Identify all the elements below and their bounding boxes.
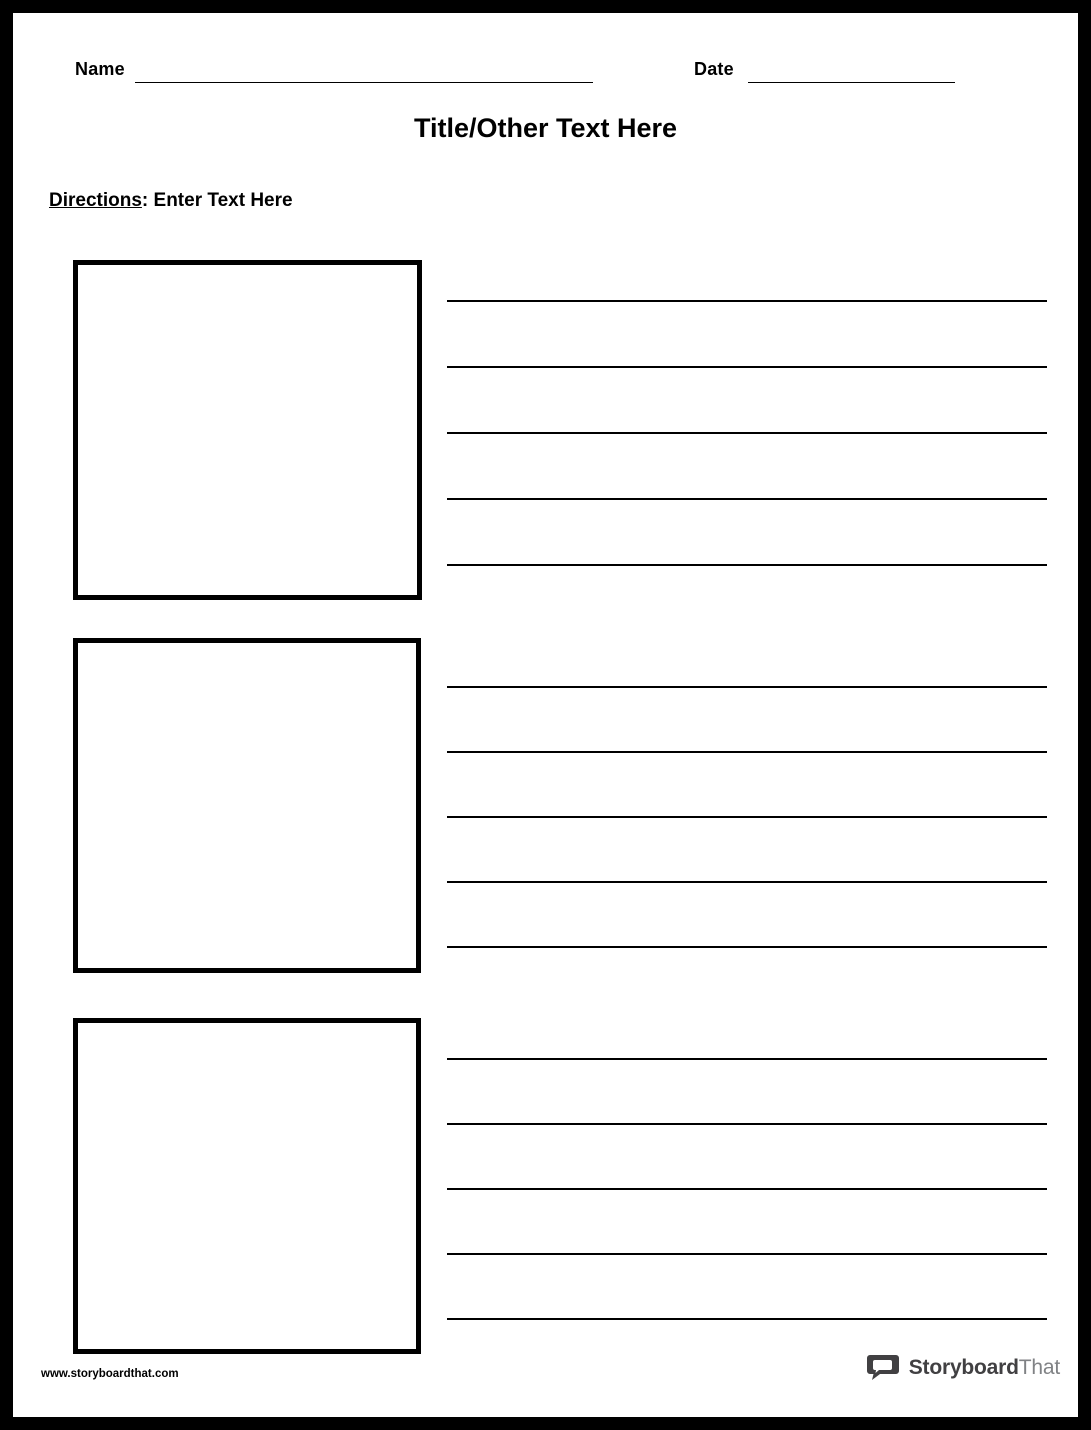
writing-line[interactable] [447,1058,1047,1060]
brand-text [909,1356,1060,1380]
writing-line[interactable] [447,751,1047,753]
worksheet-row [13,1006,1078,1367]
writing-line[interactable] [447,564,1047,566]
directions-separator: : [141,190,154,211]
directions-label: Directions [49,190,142,211]
brand-text-first: Storyboard [908,1355,1019,1379]
writing-lines [447,300,1016,630]
writing-line[interactable] [447,1188,1047,1190]
picture-box[interactable] [73,638,421,973]
directions [49,190,293,212]
writing-line[interactable] [447,881,1047,883]
writing-line[interactable] [447,1123,1047,1125]
writing-line[interactable] [447,1253,1047,1255]
speech-bubble-icon [866,1354,900,1381]
writing-line[interactable] [447,432,1047,434]
picture-box[interactable] [73,1018,421,1354]
directions-text[interactable]: Enter Text Here [153,190,293,211]
name-input-line[interactable] [135,82,593,83]
writing-line[interactable] [447,816,1047,818]
worksheet-row [13,626,1078,986]
writing-line[interactable] [447,300,1047,302]
date-label: Date [694,59,734,79]
brand-logo[interactable] [866,1354,1060,1381]
writing-line[interactable] [447,1318,1047,1320]
writing-line[interactable] [447,686,1047,688]
footer-url[interactable]: www.storyboardthat.com [41,1368,179,1380]
worksheet-page [13,13,1078,1417]
writing-line[interactable] [447,366,1047,368]
brand-text-second: That [1018,1355,1060,1379]
writing-lines [447,686,1016,1011]
picture-box[interactable] [73,260,422,600]
writing-line[interactable] [447,946,1047,948]
writing-line[interactable] [447,498,1047,500]
date-input-line[interactable] [748,82,955,83]
page-title[interactable]: Title/Other Text Here [413,113,678,143]
writing-lines [447,1058,1016,1383]
worksheet-row [13,248,1078,623]
name-label: Name [75,59,125,79]
header-row [13,55,1078,89]
